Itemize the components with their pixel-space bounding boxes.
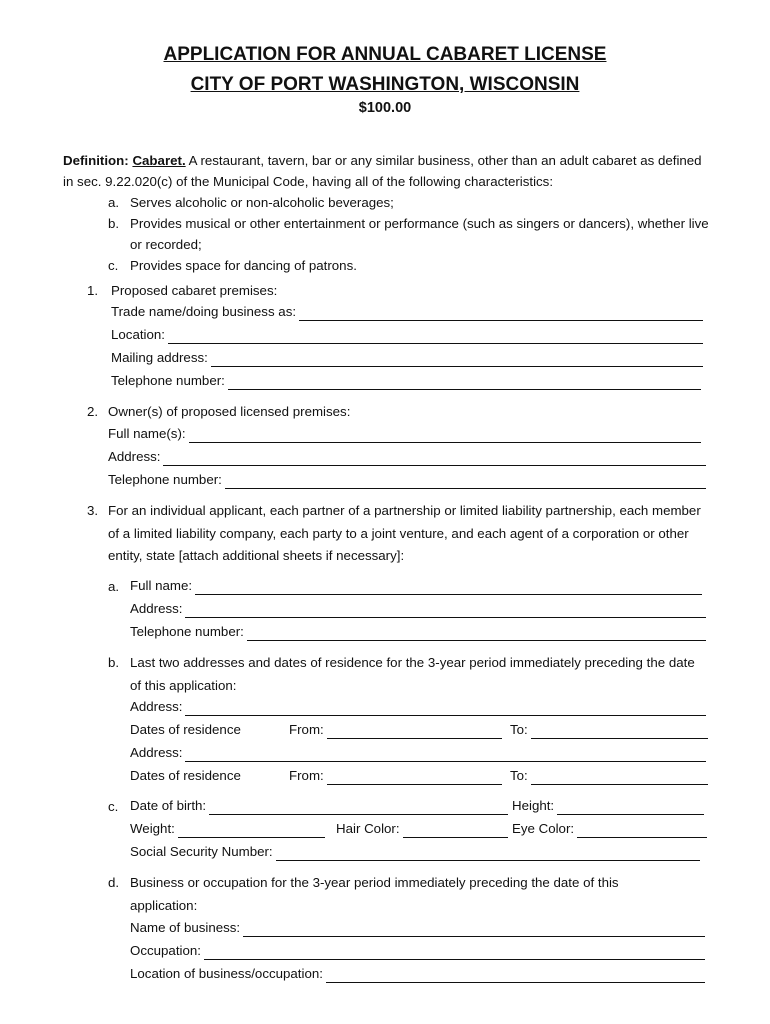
residence-2-address-field[interactable]: Address: (130, 745, 706, 765)
applicant-telephone-field[interactable]: Telephone number: (130, 624, 706, 644)
section-3a-letter: a. (108, 579, 120, 594)
date-of-birth-line[interactable] (209, 800, 508, 815)
date-of-birth-field[interactable]: Date of birth: (130, 798, 508, 818)
section-3d-letter: d. (108, 875, 120, 890)
list-item: a. Serves alcoholic or non-alcoholic beverages; (108, 195, 394, 210)
hair-color-field[interactable]: Hair Color: (336, 821, 508, 841)
eye-color-line[interactable] (577, 823, 707, 838)
weight-field[interactable]: Weight: (130, 821, 325, 841)
premises-telephone-field[interactable]: Telephone number: (111, 373, 701, 393)
license-fee: $100.00 (358, 100, 412, 116)
trade-name-field[interactable]: Trade name/doing business as: (111, 304, 703, 324)
occupation-line[interactable] (204, 945, 705, 960)
location-line[interactable] (168, 329, 703, 344)
residence-2-from-line[interactable] (327, 770, 502, 785)
residence-1-from-field[interactable]: From: (289, 722, 502, 742)
section-3-number: 3. (87, 503, 99, 518)
section-3c-letter: c. (108, 799, 119, 814)
ssn-field[interactable]: Social Security Number: (130, 844, 700, 864)
weight-line[interactable] (178, 823, 325, 838)
residence-1-from-line[interactable] (327, 724, 502, 739)
height-line[interactable] (557, 800, 704, 815)
owner-address-line[interactable] (163, 451, 706, 466)
owner-telephone-line[interactable] (225, 474, 706, 489)
title-line-1: APPLICATION FOR ANNUAL CABARET LICENSE (163, 44, 607, 65)
section-3-intro: For an individual applicant, each partner of a partnership or limited liability partnership, each member of a limited liability company, each party to a joint venture, and each agent of a corporation or other entity, state [attach additional sheets if necessary]: (108, 503, 701, 563)
definition-term: Cabaret. (132, 153, 186, 168)
location-field[interactable]: Location: (111, 327, 703, 347)
height-field[interactable]: Height: (512, 798, 704, 818)
list-item: c. Provides space for dancing of patrons. (108, 258, 357, 273)
business-name-field[interactable]: Name of business: (130, 920, 705, 940)
residence-1-to-line[interactable] (531, 724, 708, 739)
residence-2-to-field[interactable]: To: (510, 768, 708, 788)
applicant-address-field[interactable]: Address: (130, 601, 706, 621)
business-location-line[interactable] (326, 968, 705, 983)
owner-telephone-field[interactable]: Telephone number: (108, 472, 706, 492)
section-3d-intro: Business or occupation for the 3-year period immediately preceding the date of this application: (130, 875, 619, 913)
definition-paragraph (63, 150, 713, 192)
section-1-number: 1. (87, 283, 99, 298)
applicant-address-line[interactable] (185, 603, 706, 618)
residence-2-address-line[interactable] (185, 747, 706, 762)
characteristics-list (63, 192, 713, 276)
residence-1-to-field[interactable]: To: (510, 722, 708, 742)
title-line-2: CITY OF PORT WASHINGTON, WISCONSIN (190, 74, 580, 95)
definition-label: Definition: (63, 153, 129, 168)
residence-1-dates-label: Dates of residence (130, 722, 241, 737)
eye-color-field[interactable]: Eye Color: (512, 821, 707, 841)
section-2-heading: Owner(s) of proposed licensed premises: (108, 404, 351, 419)
applicant-telephone-line[interactable] (247, 626, 706, 641)
list-item: b. Provides musical or other entertainment or performance (such as singers or dancers), whether live or recorded; (108, 216, 709, 252)
premises-telephone-line[interactable] (228, 375, 701, 390)
section-3b-letter: b. (108, 655, 120, 670)
trade-name-line[interactable] (299, 306, 703, 321)
mailing-address-field[interactable]: Mailing address: (111, 350, 703, 370)
business-location-field[interactable]: Location of business/occupation: (130, 966, 705, 986)
ssn-line[interactable] (276, 846, 700, 861)
residence-2-from-field[interactable]: From: (289, 768, 502, 788)
full-name-field[interactable]: Full name: (130, 578, 702, 598)
residence-2-to-line[interactable] (531, 770, 708, 785)
residence-2-dates-label: Dates of residence (130, 768, 241, 783)
owner-names-line[interactable] (189, 428, 701, 443)
definition-block (63, 150, 713, 276)
section-2-number: 2. (87, 404, 99, 419)
residence-1-address-line[interactable] (185, 701, 706, 716)
business-name-line[interactable] (243, 922, 705, 937)
occupation-field[interactable]: Occupation: (130, 943, 705, 963)
owner-address-field[interactable]: Address: (108, 449, 706, 469)
hair-color-line[interactable] (403, 823, 508, 838)
full-name-line[interactable] (195, 580, 702, 595)
definition-text: A restaurant, tavern, bar or any similar business, other than an adult cabaret as defined in sec. 9.22.020(c) of the Municipal Code, having all of the following characteristics: (63, 153, 702, 189)
owner-names-field[interactable]: Full name(s): (108, 426, 701, 446)
section-1-heading: Proposed cabaret premises: (111, 283, 278, 298)
mailing-address-line[interactable] (211, 352, 703, 367)
residence-1-address-field[interactable]: Address: (130, 699, 706, 719)
section-3b-intro: Last two addresses and dates of residence for the 3-year period immediately preceding the date of this application: (130, 655, 695, 693)
